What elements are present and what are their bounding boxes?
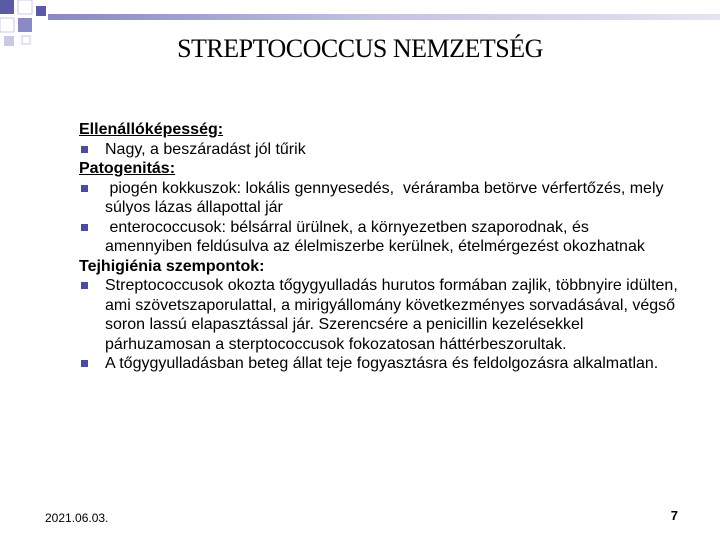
bullet-item [79, 179, 679, 218]
bullet-text: Streptococcusok okozta tőgygyulladás hurutos formában zajlik, többnyire idülten, ami szövetszaporulattal, a mirigyállomány következményes sorvadásával, végső soron lassú elapasztással jár. Szerencsére a penicillin kezelésekkel párhuzamosan a sterptococcusok fokozatosan háttérbeszorultak. [105, 277, 678, 353]
square-bullet-icon [81, 360, 88, 367]
slide-content [79, 120, 679, 374]
bullet-text: Nagy, a beszáradást jól tűrik [105, 140, 306, 158]
bullet-item [79, 276, 679, 354]
square-bullet-icon [81, 185, 88, 192]
page-number: 7 [670, 508, 678, 523]
bullet-item [79, 354, 679, 374]
square-bullet-icon [81, 146, 88, 153]
bullet-item [79, 218, 679, 257]
bullet-text: enterococcusok: bélsárral ürülnek, a környezetben szaporodnak, és amennyiben feldúsulva az élelmiszerbe kerülnek, ételmérgezést okozhatnak [105, 218, 645, 255]
square-bullet-icon [81, 282, 88, 289]
bullet-item [79, 140, 679, 160]
bullet-text: piogén kokkuszok: lokális gennyesedés, véráramba betörve vérfertőzés, mely súlyos lázas állapottal jár [105, 179, 668, 216]
section-heading-resistance: Ellenállóképesség: [79, 121, 224, 138]
slide-title: STREPTOCOCCUS NEMZETSÉG [177, 34, 543, 63]
section-heading-milk-hygiene: Tejhigiénia szempontok: [79, 257, 265, 275]
bullet-text: A tőgygyulladásban beteg állat teje fogyasztásra és feldolgozásra alkalmatlan. [105, 355, 659, 372]
square-bullet-icon [81, 224, 88, 231]
section-heading-pathogenicity: Patogenitás: [79, 160, 176, 177]
footer-date: 2021.06.03. [45, 511, 109, 525]
